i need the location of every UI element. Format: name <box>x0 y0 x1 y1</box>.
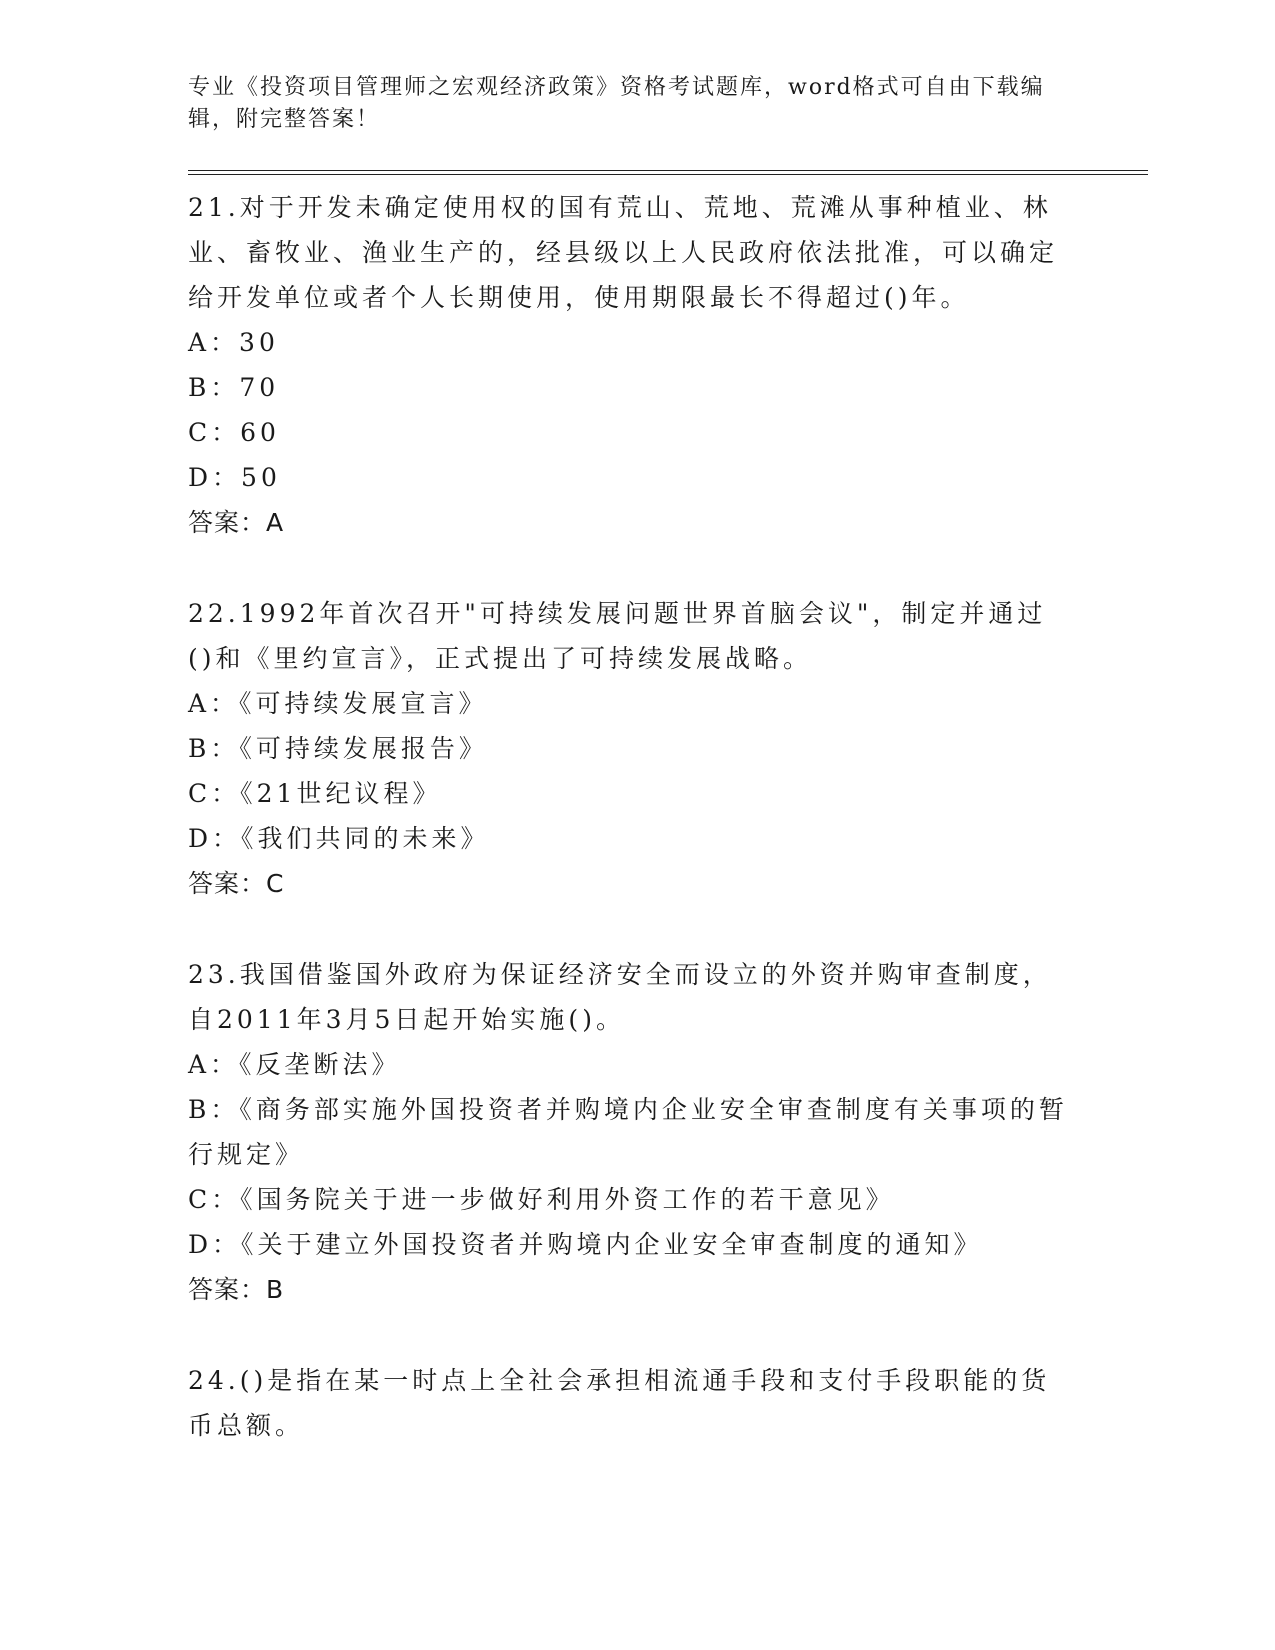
question-spacer <box>188 906 1088 952</box>
question-stem: 21.对于开发未确定使用权的国有荒山、荒地、荒滩从事种植业、林业、畜牧业、渔业生产的，经县级以上人民政府依法批准，可以确定给开发单位或者个人长期使用，使用期限最长不得超过()年。 <box>188 193 1059 312</box>
option-a: A：《可持续发展宣言》 <box>188 689 488 718</box>
question-list <box>188 185 1088 1448</box>
document-header: 专业《投资项目管理师之宏观经济政策》资格考试题库，word格式可自由下载编辑，附完整答案！ <box>188 75 1045 132</box>
question-stem: 23.我国借鉴国外政府为保证经济安全而设立的外资并购审查制度，自2011年3月5日起开始实施()。 <box>188 960 1052 1034</box>
question-stem: 22.1992年首次召开"可持续发展问题世界首脑会议"，制定并通过()和《里约宣言》，正式提出了可持续发展战略。 <box>188 599 1047 673</box>
question-spacer <box>188 545 1088 591</box>
option-b: B：《可持续发展报告》 <box>188 734 488 763</box>
option-d: D：50 <box>188 463 281 492</box>
option-b: B：《商务部实施外国投资者并购境内企业安全审查制度有关事项的暂行规定》 <box>188 1095 1068 1169</box>
question-24 <box>188 1358 1088 1448</box>
answer-label: 答案：B <box>188 1275 285 1304</box>
option-a: A：30 <box>188 328 279 357</box>
answer-label: 答案：A <box>188 508 285 537</box>
question-stem: 24.()是指在某一时点上全社会承担相流通手段和支付手段职能的货币总额。 <box>188 1366 1051 1440</box>
option-a: A：《反垄断法》 <box>188 1050 401 1079</box>
question-21 <box>188 185 1088 545</box>
document-page <box>188 72 1088 1448</box>
option-c: C：《21世纪议程》 <box>188 779 442 808</box>
option-d: D：《我们共同的未来》 <box>188 824 490 853</box>
option-c: C：《国务院关于进一步做好利用外资工作的若干意见》 <box>188 1185 895 1214</box>
option-d: D：《关于建立外国投资者并购境内企业安全审查制度的通知》 <box>188 1230 983 1259</box>
question-22 <box>188 591 1088 906</box>
answer-label: 答案：C <box>188 869 285 898</box>
header-divider <box>188 170 1148 175</box>
option-b: B：70 <box>188 373 280 402</box>
option-c: C：60 <box>188 418 280 447</box>
question-spacer <box>188 1312 1088 1358</box>
question-23 <box>188 952 1088 1312</box>
